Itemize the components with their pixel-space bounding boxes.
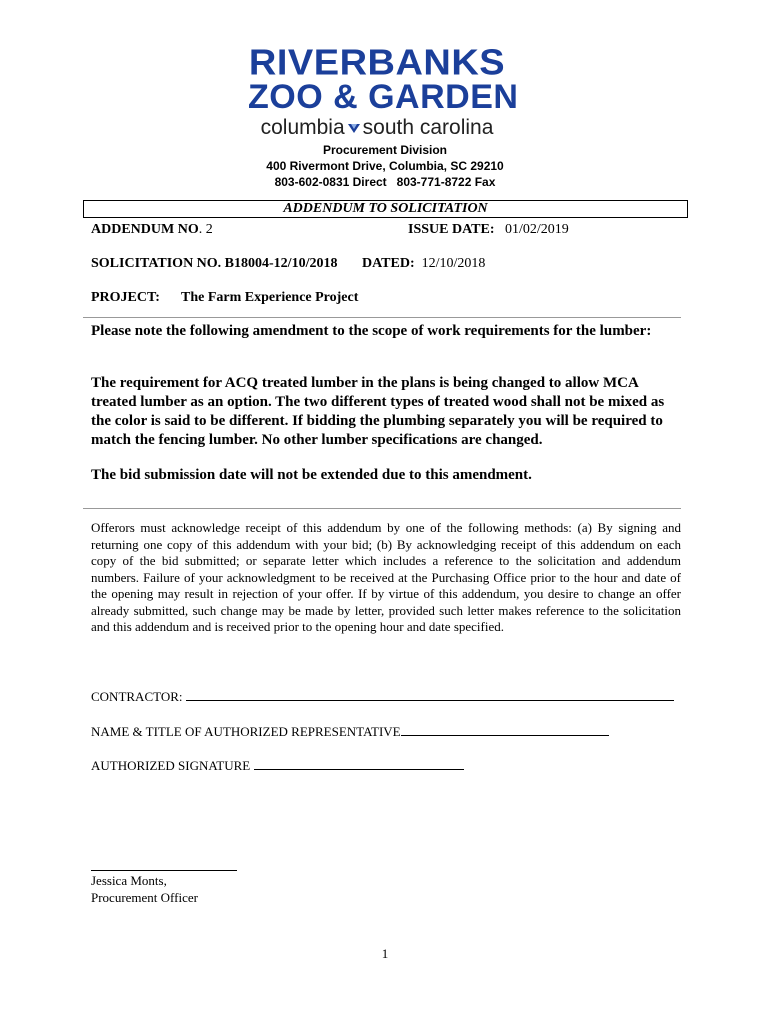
page-number: 1 (381, 946, 389, 961)
signature-line: AUTHORIZED SIGNATURE (91, 757, 464, 774)
logo-line-3: columbia south carolina (260, 116, 494, 139)
divider-bottom (83, 508, 681, 509)
contractor-line: CONTRACTOR: (91, 688, 674, 705)
bid-extension-note: The bid submission date will not be extended due to this amendment. (91, 467, 532, 483)
title-box (83, 200, 688, 218)
issue-date: ISSUE DATE: 01/02/2019 (408, 222, 569, 237)
divider-top (83, 317, 681, 318)
amendment-note: Please note the following amendment to the scope of work requirements for the lumber: (91, 323, 652, 339)
lumber-requirement: The requirement for ACQ treated lumber in the plans is being changed to allow MCA treated lumber as an option. The two different types of treated wood shall not be mixed as the color is said to be different. If bidding the plumbing separately you will be required to match the fencing lumber. No other lumber specifications are changed. (91, 375, 665, 448)
dated: DATED: 12/10/2018 (362, 256, 486, 271)
phone-numbers: 803-602-0831 Direct 803-771-8722 Fax (274, 175, 496, 189)
diamond-icon (347, 122, 361, 134)
officer-name: Jessica Monts, (91, 873, 167, 888)
name-title-field[interactable] (401, 723, 609, 736)
procurement-division: Procurement Division (322, 143, 448, 157)
addendum-number: ADDENDUM NO. 2 (91, 222, 213, 237)
riverbanks-logo (248, 43, 519, 139)
officer-signature-rule (91, 870, 237, 871)
address: 400 Rivermont Drive, Columbia, SC 29210 (266, 159, 504, 173)
officer-title: Procurement Officer (91, 890, 198, 905)
solicitation-number: SOLICITATION NO. B18004-12/10/2018 (91, 256, 338, 271)
acknowledgment-text: Offerors must acknowledge receipt of this addendum by one of the following methods: (a) By signing and returning one copy of this addendum with your bid; (b) By acknowledging receipt of this addendum on each copy of the bid submitted; or separate letter which includes a reference to the solicitation and addendum numbers. Failure of your acknowledgment to be received at the Purchasing Office prior to the hour and date of the opening may result in rejection of your offer. If by virtue of this addendum, you desire to change an offer already submitted, such change may be made by letter, provided such letter makes reference to the solicitation and this addendum and is received prior to the opening hour and date specified. (91, 520, 681, 634)
signature-field[interactable] (254, 757, 464, 770)
logo-line-1: RIVERBANKS (248, 43, 506, 83)
contractor-field[interactable] (186, 688, 674, 701)
project-value: The Farm Experience Project (181, 290, 359, 305)
logo-line-2: ZOO & GARDEN (248, 78, 519, 116)
name-title-line: NAME & TITLE OF AUTHORIZED REPRESENTATIVE (91, 723, 609, 740)
project-label: PROJECT: (91, 290, 160, 305)
document-title: ADDENDUM TO SOLICITATION (283, 201, 488, 216)
